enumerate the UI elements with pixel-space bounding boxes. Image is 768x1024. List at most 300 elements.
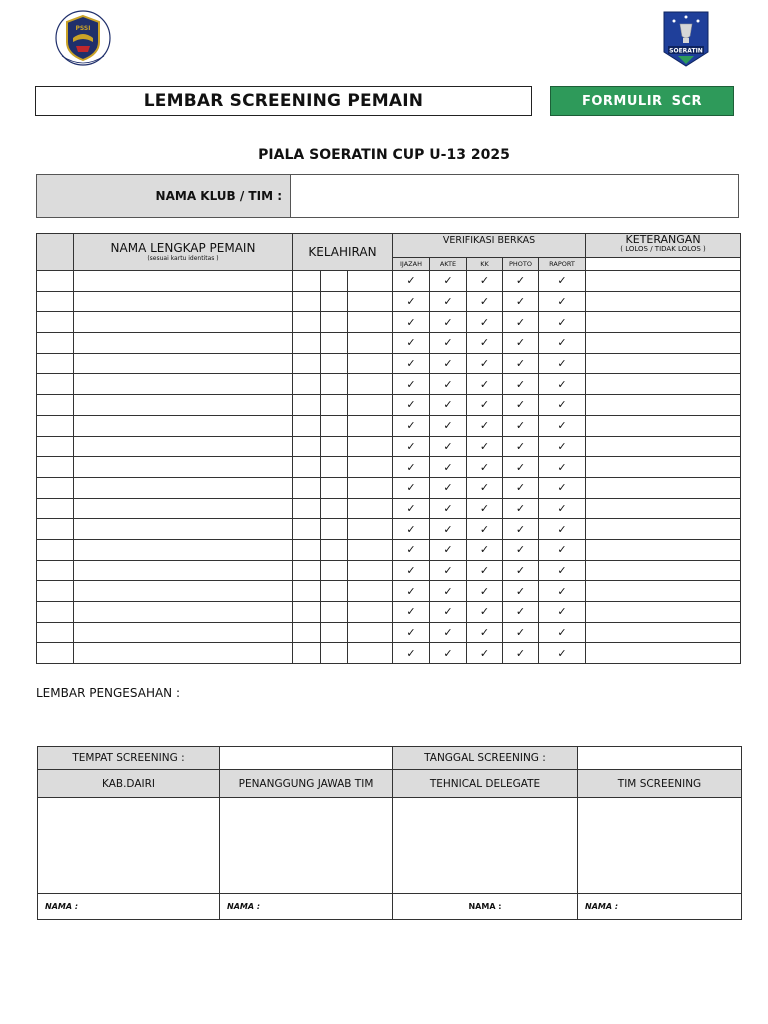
check-mark: ✓ [406,584,416,598]
check-mark: ✓ [479,357,490,371]
player-name-cell[interactable] [74,436,293,457]
check-mark: ✓ [557,584,567,598]
doc-check-photo[interactable] [503,436,539,457]
birth-day-cell[interactable] [293,602,321,623]
doc-header-kk: KK [467,258,503,271]
doc-check-akte[interactable] [430,374,467,395]
doc-check-photo[interactable] [503,395,539,416]
remarks-cell[interactable] [586,643,741,664]
doc-check-ijazah[interactable] [393,271,430,292]
remarks-cell[interactable] [586,291,741,312]
remarks-cell[interactable] [586,602,741,623]
approval-table [37,746,742,920]
doc-check-kk[interactable] [467,622,503,643]
doc-check-ijazah[interactable] [393,291,430,312]
doc-check-kk[interactable] [467,477,503,498]
doc-check-photo[interactable] [503,291,539,312]
birth-year-cell[interactable] [348,560,393,581]
player-number-cell[interactable] [37,415,74,436]
remarks-cell[interactable] [586,271,741,292]
doc-check-raport[interactable] [539,312,586,333]
birth-day-cell[interactable] [293,436,321,457]
player-name-header-label: NAMA LENGKAP PEMAIN [110,241,256,255]
player-rows [37,271,741,664]
name-field-screening-team[interactable]: NAMA : [578,894,742,920]
check-mark: ✓ [479,419,490,433]
player-name-cell[interactable] [74,622,293,643]
doc-check-kk[interactable] [467,312,503,333]
remarks-cell[interactable] [586,374,741,395]
doc-check-ijazah[interactable] [393,436,430,457]
birth-day-cell[interactable] [293,519,321,540]
doc-check-kk[interactable] [467,395,503,416]
doc-check-ijazah[interactable] [393,312,430,333]
check-mark: ✓ [406,501,416,515]
player-number-cell[interactable] [37,333,74,354]
doc-check-photo[interactable] [503,498,539,519]
doc-check-kk[interactable] [467,498,503,519]
doc-check-akte[interactable] [430,312,467,333]
doc-check-photo[interactable] [503,622,539,643]
doc-check-akte[interactable] [430,519,467,540]
birth-year-cell[interactable] [348,333,393,354]
doc-check-ijazah[interactable] [393,539,430,560]
doc-check-photo[interactable] [503,415,539,436]
birth-year-cell[interactable] [348,457,393,478]
doc-check-akte[interactable] [430,581,467,602]
birth-year-cell[interactable] [348,643,393,664]
check-mark: ✓ [557,543,567,557]
player-number-cell[interactable] [37,498,74,519]
check-mark: ✓ [557,439,567,453]
doc-check-photo[interactable] [503,333,539,354]
doc-check-raport[interactable] [539,622,586,643]
doc-check-kk[interactable] [467,436,503,457]
check-mark: ✓ [557,419,567,433]
check-mark: ✓ [443,274,453,288]
doc-check-kk[interactable] [467,581,503,602]
birth-month-cell[interactable] [321,581,348,602]
check-mark: ✓ [557,563,567,577]
remarks-cell[interactable] [586,312,741,333]
player-row [37,498,741,519]
birth-day-cell[interactable] [293,312,321,333]
doc-check-ijazah[interactable] [393,333,430,354]
doc-check-photo[interactable] [503,353,539,374]
player-row [37,415,741,436]
screening-place-field[interactable] [220,747,393,770]
player-number-cell[interactable] [37,395,74,416]
doc-check-akte[interactable] [430,291,467,312]
check-mark: ✓ [479,295,490,309]
birth-day-cell[interactable] [293,415,321,436]
doc-check-kk[interactable] [467,643,503,664]
player-name-cell[interactable] [74,457,293,478]
doc-check-photo[interactable] [503,602,539,623]
player-number-cell[interactable] [37,312,74,333]
remarks-cell[interactable] [586,436,741,457]
check-mark: ✓ [443,315,453,329]
player-row [37,312,741,333]
player-row [37,643,741,664]
doc-check-akte[interactable] [430,415,467,436]
player-name-header [74,234,293,271]
doc-check-kk[interactable] [467,291,503,312]
birth-year-cell[interactable] [348,622,393,643]
birth-day-cell[interactable] [293,333,321,354]
player-number-cell[interactable] [37,436,74,457]
doc-check-akte[interactable] [430,602,467,623]
signature-box-technical-delegate[interactable] [393,798,578,894]
doc-check-raport[interactable] [539,643,586,664]
doc-check-ijazah[interactable] [393,457,430,478]
remarks-cell[interactable] [586,539,741,560]
doc-check-kk[interactable] [467,333,503,354]
doc-check-ijazah[interactable] [393,477,430,498]
check-mark: ✓ [557,626,567,640]
player-number-cell[interactable] [37,374,74,395]
player-number-cell[interactable] [37,477,74,498]
check-mark: ✓ [515,419,526,433]
player-row [37,622,741,643]
birth-month-cell[interactable] [321,415,348,436]
player-row [37,374,741,395]
check-mark: ✓ [557,481,567,495]
doc-check-akte[interactable] [430,477,467,498]
check-mark: ✓ [515,646,526,660]
player-number-cell[interactable] [37,519,74,540]
birth-day-cell[interactable] [293,374,321,395]
birth-month-cell[interactable] [321,291,348,312]
birth-day-cell[interactable] [293,581,321,602]
player-name-cell[interactable] [74,415,293,436]
remarks-cell[interactable] [586,519,741,540]
player-name-cell[interactable] [74,560,293,581]
doc-check-photo[interactable] [503,457,539,478]
name-field-technical-delegate[interactable]: NAMA : [393,894,578,920]
doc-check-kk[interactable] [467,415,503,436]
player-number-cell[interactable] [37,353,74,374]
doc-check-ijazah[interactable] [393,374,430,395]
player-number-cell[interactable] [37,539,74,560]
doc-check-ijazah[interactable] [393,415,430,436]
doc-check-photo[interactable] [503,374,539,395]
check-mark: ✓ [406,377,416,391]
check-mark: ✓ [406,315,416,329]
check-mark: ✓ [443,460,453,474]
doc-check-akte[interactable] [430,560,467,581]
number-header [37,234,74,271]
doc-check-photo[interactable] [503,539,539,560]
birth-month-cell[interactable] [321,560,348,581]
doc-check-photo[interactable] [503,560,539,581]
doc-check-akte[interactable] [430,539,467,560]
check-mark: ✓ [515,274,526,288]
birth-year-cell[interactable] [348,353,393,374]
birth-year-cell[interactable] [348,415,393,436]
birth-day-cell[interactable] [293,291,321,312]
screening-date-field[interactable] [578,747,742,770]
doc-check-akte[interactable] [430,271,467,292]
doc-check-kk[interactable] [467,602,503,623]
birth-month-cell[interactable] [321,436,348,457]
player-number-cell[interactable] [37,291,74,312]
birth-year-cell[interactable] [348,581,393,602]
player-name-cell[interactable] [74,271,293,292]
check-mark: ✓ [443,543,453,557]
club-name-field[interactable] [291,175,738,217]
remarks-header-label: KETERANGAN [625,233,701,246]
name-field-team-responsible[interactable]: NAMA : [220,894,393,920]
birth-year-cell[interactable] [348,519,393,540]
player-name-cell[interactable] [74,602,293,623]
signature-box-kab-dairi[interactable] [38,798,220,894]
player-name-cell[interactable] [74,312,293,333]
check-mark: ✓ [479,460,490,474]
check-mark: ✓ [515,543,526,557]
doc-check-raport[interactable] [539,271,586,292]
doc-check-raport[interactable] [539,395,586,416]
birth-year-cell[interactable] [348,374,393,395]
doc-check-ijazah[interactable] [393,560,430,581]
player-number-cell[interactable] [37,622,74,643]
birth-month-cell[interactable] [321,622,348,643]
birth-month-cell[interactable] [321,477,348,498]
player-name-cell[interactable] [74,333,293,354]
birth-year-cell[interactable] [348,602,393,623]
player-row [37,457,741,478]
doc-check-kk[interactable] [467,457,503,478]
player-name-cell[interactable] [74,374,293,395]
remarks-cell[interactable] [586,477,741,498]
remarks-header-note: ( LOLOS / TIDAK LOLOS ) [620,245,706,253]
check-mark: ✓ [515,605,526,619]
screening-date-label: TANGGAL SCREENING : [393,747,578,770]
doc-check-raport[interactable] [539,498,586,519]
doc-check-raport[interactable] [539,457,586,478]
doc-check-akte[interactable] [430,395,467,416]
birth-year-cell[interactable] [348,291,393,312]
player-name-cell[interactable] [74,395,293,416]
check-mark: ✓ [557,377,567,391]
page-title: LEMBAR SCREENING PEMAIN [35,86,532,116]
doc-check-ijazah[interactable] [393,498,430,519]
birth-month-cell[interactable] [321,374,348,395]
soeratin-logo-text: SOERATIN [669,47,703,55]
screening-place-label: TEMPAT SCREENING : [38,747,220,770]
signer-technical-delegate: TEHNICAL DELEGATE [393,770,578,798]
doc-check-kk[interactable] [467,539,503,560]
check-mark: ✓ [406,646,416,660]
check-mark: ✓ [515,481,526,495]
player-row [37,291,741,312]
doc-header-photo: PHOTO [503,258,539,271]
birth-month-cell[interactable] [321,457,348,478]
remarks-cell[interactable] [586,457,741,478]
doc-check-akte[interactable] [430,436,467,457]
signer-screening-team: TIM SCREENING [578,770,742,798]
check-mark: ✓ [515,460,526,474]
remarks-cell[interactable] [586,498,741,519]
birth-month-cell[interactable] [321,312,348,333]
birth-day-cell[interactable] [293,457,321,478]
player-row [37,539,741,560]
doc-check-ijazah[interactable] [393,643,430,664]
doc-check-photo[interactable] [503,312,539,333]
check-mark: ✓ [443,357,453,371]
check-mark: ✓ [479,563,490,577]
birth-month-cell[interactable] [321,333,348,354]
check-mark: ✓ [479,377,490,391]
doc-check-kk[interactable] [467,353,503,374]
player-name-cell[interactable] [74,353,293,374]
doc-check-raport[interactable] [539,560,586,581]
doc-check-photo[interactable] [503,643,539,664]
birth-day-cell[interactable] [293,643,321,664]
doc-check-kk[interactable] [467,560,503,581]
remarks-cell[interactable] [586,581,741,602]
check-mark: ✓ [479,398,490,412]
check-mark: ✓ [479,439,490,453]
player-row [37,436,741,457]
check-mark: ✓ [557,295,567,309]
doc-check-ijazah[interactable] [393,622,430,643]
doc-check-raport[interactable] [539,477,586,498]
doc-check-kk[interactable] [467,271,503,292]
check-mark: ✓ [515,501,526,515]
doc-check-raport[interactable] [539,581,586,602]
doc-check-raport[interactable] [539,539,586,560]
birth-month-cell[interactable] [321,498,348,519]
remarks-cell[interactable] [586,353,741,374]
check-mark: ✓ [479,605,490,619]
doc-check-ijazah[interactable] [393,519,430,540]
doc-check-photo[interactable] [503,271,539,292]
check-mark: ✓ [557,274,567,288]
doc-check-raport[interactable] [539,436,586,457]
doc-check-ijazah[interactable] [393,602,430,623]
player-number-cell[interactable] [37,271,74,292]
player-name-cell[interactable] [74,291,293,312]
doc-check-kk[interactable] [467,374,503,395]
verification-header: VERIFIKASI BERKAS [393,234,586,258]
player-row [37,395,741,416]
check-mark: ✓ [515,398,526,412]
birth-day-cell[interactable] [293,395,321,416]
doc-check-raport[interactable] [539,415,586,436]
doc-check-photo[interactable] [503,477,539,498]
check-mark: ✓ [479,481,490,495]
signer-team-responsible: PENANGGUNG JAWAB TIM [220,770,393,798]
birth-year-cell[interactable] [348,436,393,457]
birth-month-cell[interactable] [321,539,348,560]
remarks-subheader-cell [586,258,741,271]
player-name-cell[interactable] [74,477,293,498]
player-name-cell[interactable] [74,581,293,602]
birth-year-cell[interactable] [348,498,393,519]
doc-check-raport[interactable] [539,519,586,540]
check-mark: ✓ [406,543,416,557]
check-mark: ✓ [515,522,526,536]
birth-day-cell[interactable] [293,498,321,519]
doc-check-raport[interactable] [539,291,586,312]
check-mark: ✓ [406,563,416,577]
doc-check-ijazah[interactable] [393,395,430,416]
check-mark: ✓ [443,336,453,350]
remarks-cell[interactable] [586,333,741,354]
birth-year-cell[interactable] [348,539,393,560]
doc-check-raport[interactable] [539,602,586,623]
doc-check-akte[interactable] [430,333,467,354]
remarks-cell[interactable] [586,395,741,416]
birth-day-cell[interactable] [293,271,321,292]
player-number-cell[interactable] [37,581,74,602]
soeratin-logo [656,8,716,70]
signature-box-screening-team[interactable] [578,798,742,894]
doc-check-photo[interactable] [503,581,539,602]
name-field-kab-dairi[interactable]: NAMA : [38,894,220,920]
birth-month-cell[interactable] [321,271,348,292]
player-name-cell[interactable] [74,519,293,540]
birth-month-cell[interactable] [321,519,348,540]
player-name-cell[interactable] [74,539,293,560]
birth-month-cell[interactable] [321,395,348,416]
birth-month-cell[interactable] [321,353,348,374]
remarks-cell[interactable] [586,622,741,643]
club-row [36,174,739,218]
birth-year-cell[interactable] [348,271,393,292]
doc-check-akte[interactable] [430,457,467,478]
doc-header-ijazah: IJAZAH [393,258,430,271]
birth-day-cell[interactable] [293,353,321,374]
birth-year-cell[interactable] [348,477,393,498]
check-mark: ✓ [479,543,490,557]
remarks-cell[interactable] [586,415,741,436]
check-mark: ✓ [443,626,453,640]
doc-check-photo[interactable] [503,519,539,540]
player-number-cell[interactable] [37,457,74,478]
doc-check-ijazah[interactable] [393,581,430,602]
birth-month-cell[interactable] [321,643,348,664]
birth-year-cell[interactable] [348,395,393,416]
doc-check-raport[interactable] [539,333,586,354]
player-number-cell[interactable] [37,560,74,581]
player-name-cell[interactable] [74,498,293,519]
check-mark: ✓ [443,605,453,619]
doc-check-akte[interactable] [430,353,467,374]
birth-year-cell[interactable] [348,312,393,333]
player-number-cell[interactable] [37,602,74,623]
player-name-cell[interactable] [74,643,293,664]
doc-check-akte[interactable] [430,622,467,643]
signature-box-team-responsible[interactable] [220,798,393,894]
player-number-cell[interactable] [37,643,74,664]
remarks-cell[interactable] [586,560,741,581]
doc-check-akte[interactable] [430,643,467,664]
birth-day-cell[interactable] [293,560,321,581]
doc-check-raport[interactable] [539,353,586,374]
player-row [37,333,741,354]
doc-check-akte[interactable] [430,498,467,519]
birth-day-cell[interactable] [293,622,321,643]
birth-day-cell[interactable] [293,539,321,560]
birth-month-cell[interactable] [321,602,348,623]
doc-check-raport[interactable] [539,374,586,395]
doc-check-kk[interactable] [467,519,503,540]
doc-check-ijazah[interactable] [393,353,430,374]
birth-day-cell[interactable] [293,477,321,498]
club-label: NAMA KLUB / TIM : [37,175,291,217]
